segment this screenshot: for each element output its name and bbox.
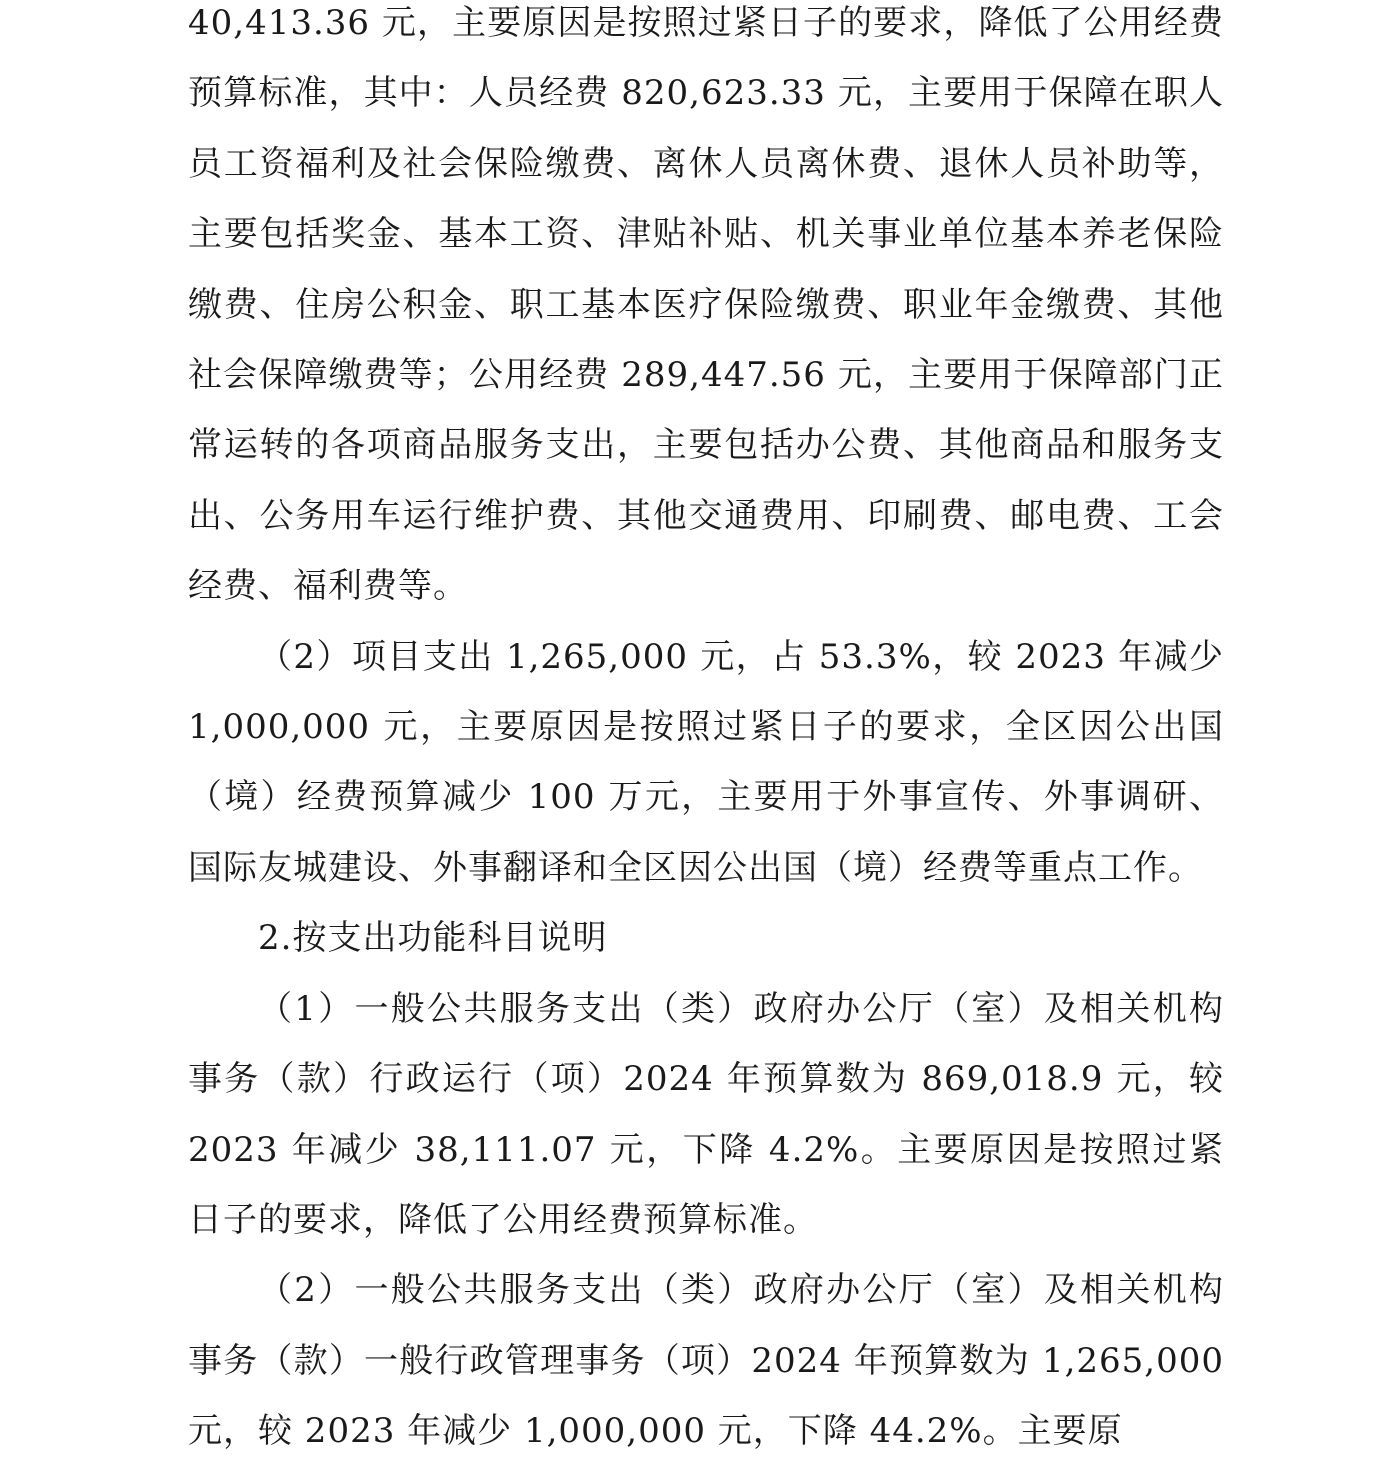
- document-page: [188, 0, 1224, 1467]
- paragraph-personnel-and-public-expenses: 40,413.36 元，主要原因是按照过紧日子的要求，降低了公用经费预算标准，其中：人员经费 820,623.33 元，主要用于保障在职人员工资福利及社会保险缴费、离休人员离休费、退休人员补助等，主要包括奖金、基本工资、津贴补贴、机关事业单位基本养老保险缴费、住房公积金、职工基本医疗保险缴费、职业年金缴费、其他社会保障缴费等；公用经费 289,447.56 元，主要用于保障部门正常运转的各项商品服务支出，主要包括办公费、其他商品和服务支出、公务用车运行维护费、其他交通费用、印刷费、邮电费、工会经费、福利费等。: [188, 3, 1224, 607]
- paragraph-project-expenditure: （2）项目支出 1,265,000 元，占 53.3%，较 2023 年减少 1,000,000 元，主要原因是按照过紧日子的要求，全区因公出国（境）经费预算减少 100 万元，主要用于外事宣传、外事调研、国际友城建设、外事翻译和全区因公出国（境）经费等重点工作。: [188, 636, 1224, 888]
- paragraph-general-administrative-affairs: （2）一般公共服务支出（类）政府办公厅（室）及相关机构事务（款）一般行政管理事务（项）2024 年预算数为 1,265,000 元，较 2023 年减少 1,000,000 元，下降 44.2%。主要原: [188, 1270, 1224, 1452]
- section-heading-functional-subjects: 2.按支出功能科目说明: [258, 918, 608, 959]
- paragraph-administrative-operation: （1）一般公共服务支出（类）政府办公厅（室）及相关机构事务（款）行政运行（项）2024 年预算数为 869,018.9 元，较 2023 年减少 38,111.07 元，下降 4.2%。主要原因是按照过紧日子的要求，降低了公用经费预算标准。: [188, 988, 1224, 1240]
